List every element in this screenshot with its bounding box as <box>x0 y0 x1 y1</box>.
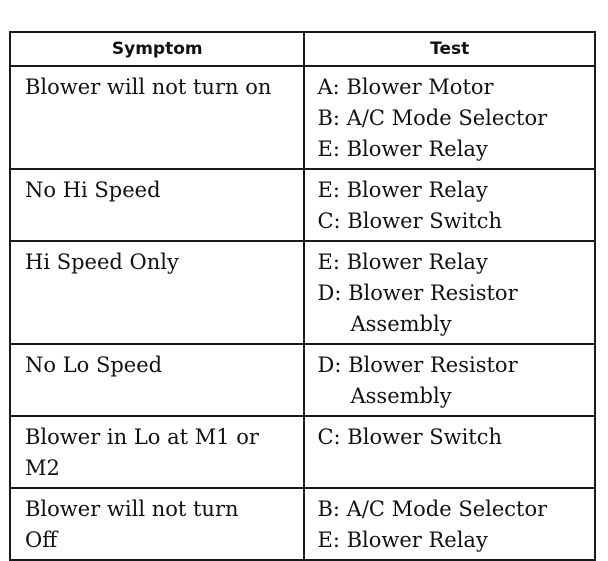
test-text: C: Blower Switch <box>317 209 503 233</box>
test-cell <box>304 488 595 560</box>
symptom-column-header: Symptom <box>10 32 304 66</box>
table-row <box>10 416 595 488</box>
test-text: A: Blower Motor <box>317 75 494 99</box>
symptom-cell <box>10 241 304 344</box>
symptom-cell <box>10 169 304 241</box>
test-cell <box>304 416 595 488</box>
symptom-cell <box>10 344 304 416</box>
table-row <box>10 66 595 169</box>
test-text-continuation: Assembly <box>350 312 452 336</box>
symptom-test-table-container <box>9 31 596 561</box>
symptom-text: Blower in Lo at M1 or <box>25 425 259 449</box>
table-row <box>10 488 595 560</box>
test-cell <box>304 241 595 344</box>
symptom-text: Hi Speed Only <box>25 250 179 274</box>
test-text: B: A/C Mode Selector <box>317 106 548 130</box>
test-cell <box>304 169 595 241</box>
symptom-text: No Lo Speed <box>25 353 163 377</box>
table-row <box>10 169 595 241</box>
test-text: E: Blower Relay <box>317 178 488 202</box>
test-text: B: A/C Mode Selector <box>317 497 548 521</box>
symptom-cell <box>10 66 304 169</box>
test-cell <box>304 344 595 416</box>
test-text-continuation: Assembly <box>350 384 452 408</box>
test-text: E: Blower Relay <box>317 528 488 552</box>
test-text: C: Blower Switch <box>317 425 503 449</box>
symptom-text: No Hi Speed <box>25 178 161 202</box>
symptom-text: Blower will not turn on <box>25 75 272 99</box>
symptom-text-continuation: M2 <box>25 456 60 480</box>
header-row <box>10 32 595 66</box>
table-row <box>10 344 595 416</box>
symptom-text: Blower will not turn <box>25 497 239 521</box>
symptom-test-table <box>9 31 596 561</box>
symptom-cell <box>10 416 304 488</box>
test-cell <box>304 66 595 169</box>
table-row <box>10 241 595 344</box>
test-column-header: Test <box>304 32 595 66</box>
symptom-cell <box>10 488 304 560</box>
test-text: E: Blower Relay <box>317 137 488 161</box>
symptom-text-continuation: Off <box>25 528 58 552</box>
test-text: D: Blower Resistor <box>317 353 518 377</box>
test-text: D: Blower Resistor <box>317 281 518 305</box>
test-text: E: Blower Relay <box>317 250 488 274</box>
